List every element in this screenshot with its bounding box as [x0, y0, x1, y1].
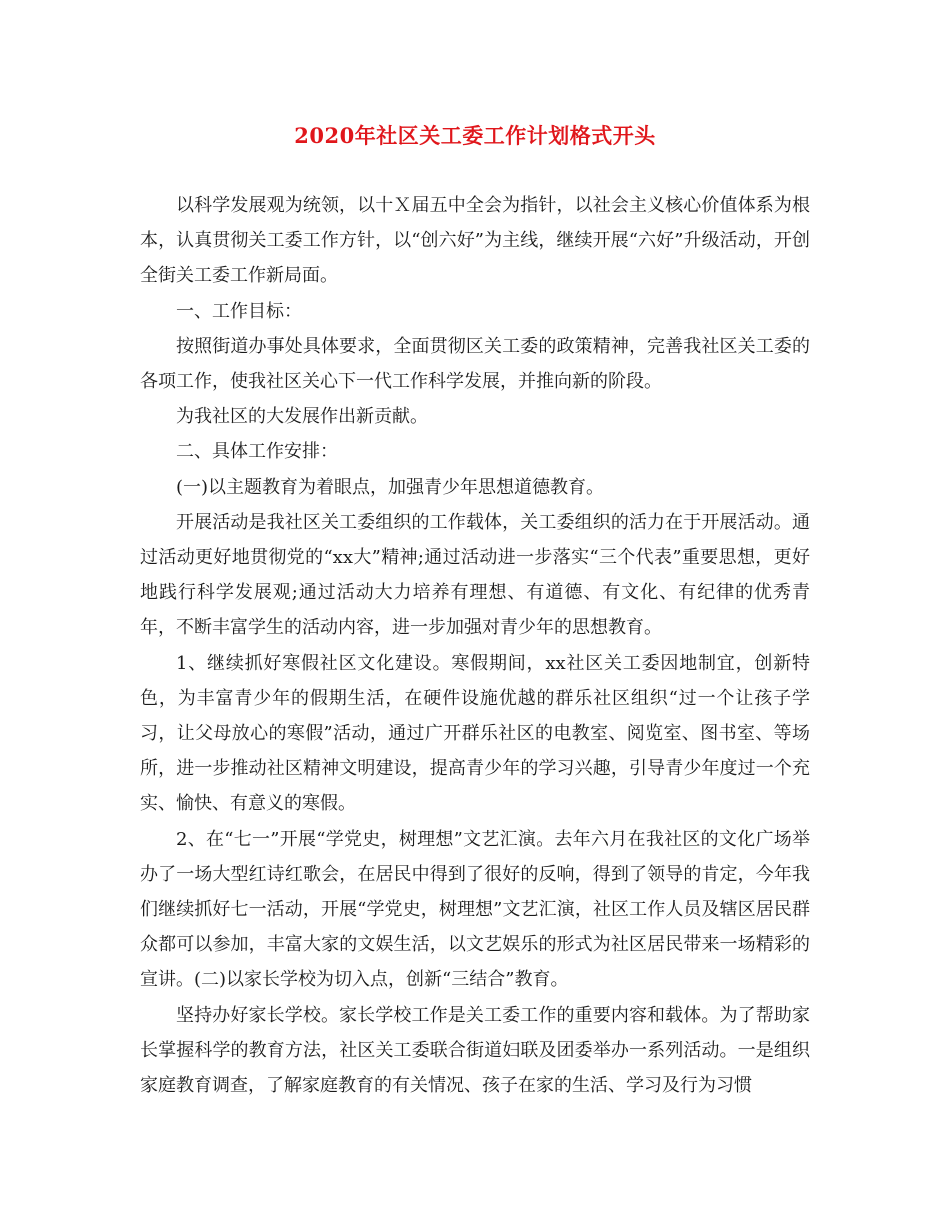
document-title: 2020年社区关工委工作计划格式开头 — [294, 123, 656, 148]
paragraph-activities: 开展活动是我社区关工委组织的工作载体，关工委组织的活力在于开展活动。通过活动更好地贯彻党的“xx大”精神;通过活动进一步落实“三个代表”重要思想，更好地践行科学发展观;通过活动大力培养有理想、有道德、有文化、有纪律的优秀青年，不断丰富学生的活动内容，进一步加强对青少年的思想教育。 — [140, 511, 810, 639]
document-body — [140, 188, 810, 1103]
subsection-heading-theme-education: (一)以主题教育为着眼点，加强青少年思想道德教育。 — [176, 476, 605, 498]
section-heading-arrangements: 二、具体工作安排： — [176, 441, 338, 463]
paragraph-parent-school: 坚持办好家长学校。家长学校工作是关工委工作的重要内容和载体。为了帮助家长掌握科学的教育方法，社区关工委联合街道妇联及团委举办一系列活动。一是组织家庭教育调查，了解家庭教育的有关情况、孩子在家的生活、学习及行为习惯 — [140, 1004, 810, 1097]
paragraph-contribution: 为我社区的大发展作出新贡献。 — [176, 406, 428, 428]
paragraph-july-first-performance: 2、在“七一”开展“学党史，树理想”文艺汇演。去年六月在我社区的文化广场举办了一场大型红诗红歌会，在居民中得到了很好的反响，得到了领导的肯定，今年我们继续抓好七一活动，开展“学党史，树理想”文艺汇演，社区工作人员及辖区居民群众都可以参加，丰富大家的文娱生活，以文艺娱乐的形式为社区居民带来一场精彩的宣讲。(二)以家长学校为切入点，创新“三结合”教育。 — [140, 828, 810, 991]
section-heading-goals: 一、工作目标： — [176, 300, 302, 322]
paragraph-goals: 按照街道办事处具体要求，全面贯彻区关工委的政策精神，完善我社区关工委的各项工作，使我社区关心下一代工作科学发展，并推向新的阶段。 — [140, 335, 810, 393]
paragraph-winter-culture: 1、继续抓好寒假社区文化建设。寒假期间，xx社区关工委因地制宜，创新特色，为丰富青少年的假期生活，在硬件设施优越的群乐社区组织“过一个让孩子学习，让父母放心的寒假”活动，通过广开群乐社区的电教室、阅览室、图书室、等场所，进一步推动社区精神文明建设，提高青少年的学习兴趣，引导青少年度过一个充实、愉快、有意义的寒假。 — [140, 652, 810, 815]
paragraph-intro: 以科学发展观为统领，以十Ｘ届五中全会为指针，以社会主义核心价值体系为根本，认真贯彻关工委工作方针，以“创六好”为主线，继续开展“六好”升级活动，开创全街关工委工作新局面。 — [140, 195, 810, 287]
